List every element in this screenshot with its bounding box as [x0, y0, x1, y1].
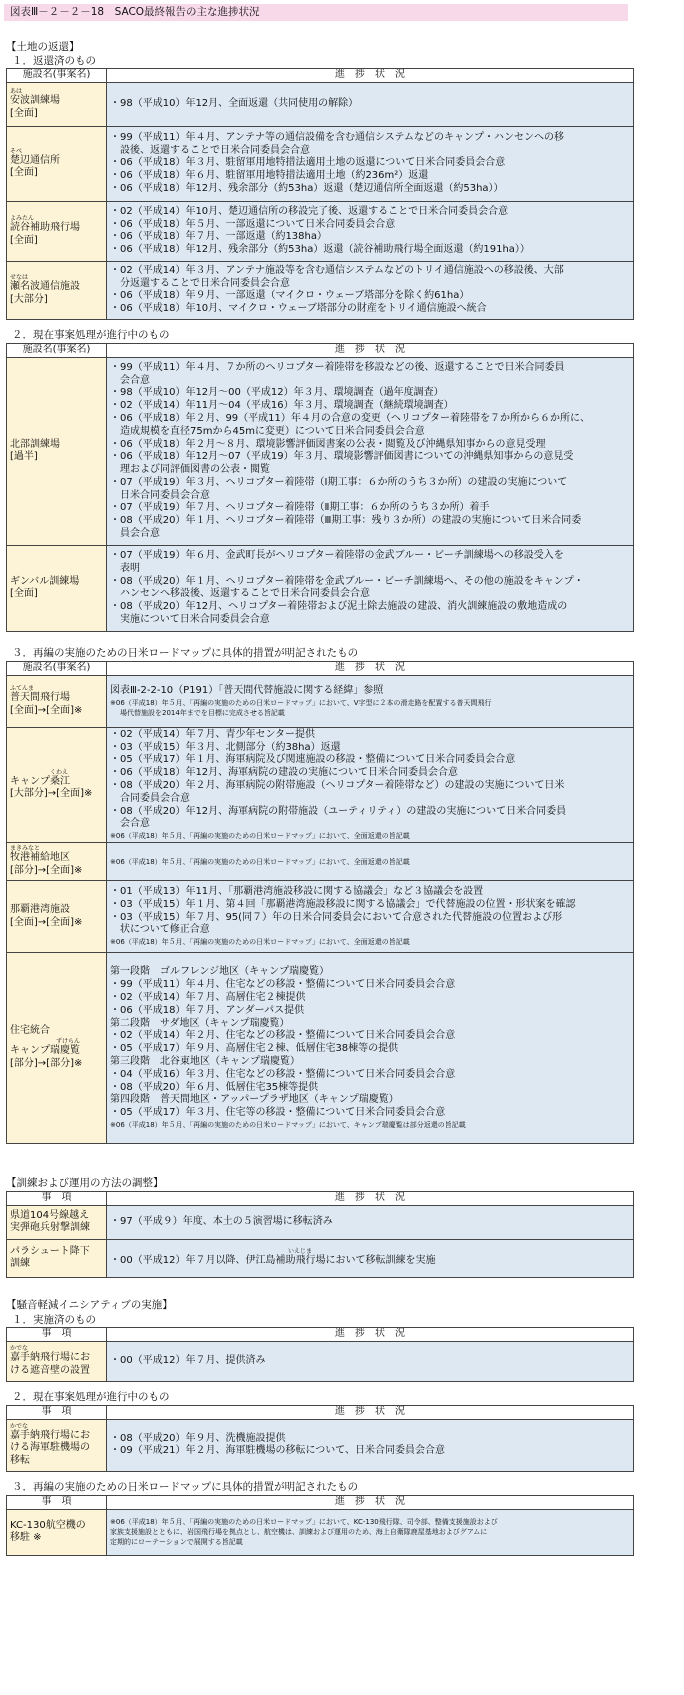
progress-cell: ・02（平成14）年10月、楚辺通信所の移設完了後、返還することで日米合同委員会合意 ・06（平成18）年５月、一部返還について日米合同委員会合意 ・06（平成18）年７月、一部返還（約138ha） ・06（平成18）年12月、残余部分（約53ha）返還（読谷補助飛行場全面返還（約191ha））: [107, 201, 634, 261]
progress-cell: いえじま ・00（平成12）年７月以降、伊江島補助飛行場において移転訓練を実施: [107, 1239, 634, 1277]
facility-cell: せなは 瀬名波通信施設 [大部分]: [7, 261, 107, 319]
col-header-facility: 施設名(事案名): [7, 344, 107, 358]
table-noise-in-progress: [6, 1405, 634, 1472]
facility-cell: くわえ キャンプ桑江 [大部分]→[全面]※: [7, 727, 107, 842]
progress-cell: ・07（平成19）年６月、金武町長がヘリコプター着陸帯の金武ブルー・ビーチ訓練場への移設受入を 表明 ・08（平成20）年１月、ヘリコプター着陸帯を金武ブルー・ビーチ訓練場へ、その他の施設をキャンプ・ ハンセンへ移設後、返還することで日米合同委員会合意 ・08（平成20）年12月、ヘリコプター着陸帯および泥土除去施設の建設、消火訓練施設の敷地造成の 実施について日米合同委員会合意: [107, 545, 634, 631]
col-header-progress: 進 捗 状 況: [107, 1192, 634, 1206]
table-land-returned: [6, 68, 634, 320]
col-header-facility: 施設名(事案名): [7, 662, 107, 676]
col-header-progress: 進 捗 状 況: [107, 1406, 634, 1420]
progress-cell: ※06（平成18）年５月、「再編の実施のための日米ロードマップ」において、KC-130飛行隊、司令部、整備支援施設および 家族支援施設とともに、岩国飛行場を拠点とし、航空機は、訓練および運用のため、海上自衛隊鹿屋基地およびグアムに 定期的にローテーションで展開する旨記載: [107, 1509, 634, 1555]
progress-cell: ・99（平成11）年４月、７か所のヘリコプター着陸帯を移設などの後、返還することで日米合同委員 会合意 ・98（平成10）年12月〜00（平成12）年３月、環境調査（過年度調査） ・02（平成14）年11月〜04（平成16）年３月、環境調査（継続環境調査） ・06（平成18）年２月、99（平成11）年４月の合意の変更（ヘリコプター着陸帯を７か所から６か所に、 造成規模を直径75mから45mに変更）について日米合同委員会合意 ・06（平成18）年２月〜８月、環境影響評価図書案の公表・閲覧及び沖縄県知事からの意見受理 ・06（平成18）年12月〜07（平成19）年３月、環境影響評価図書についての沖縄県知事からの意見受 理および同評価図書の公表・閲覧 ・07（平成19）年３月、ヘリコプター着陸帯（Ⅰ期工事：６か所のうち３か所）の建設の実施について 日米合同委員会合意 ・07（平成19）年７月、ヘリコプター着陸帯（Ⅱ期工事：６か所のうち３か所）着手 ・08（平成20）年１月、ヘリコプター着陸帯（Ⅲ期工事：残り３か所）の建設の実施について日米合同委 員会合意: [107, 357, 634, 545]
progress-cell: 図表Ⅲ-2-2-10（P191）「普天間代替施設に関する経緯」参照 ※06（平成18）年５月、「再編の実施のための日米ロードマップ」において、V字型に２本の滑走路を配置する普天間飛行 場代替施設を2014年までを目標に完成させる旨記載: [107, 675, 634, 727]
progress-cell: 第一段階 ゴルフレンジ地区（キャンプ瑞慶覧） ・99（平成11）年４月、住宅などの移設・整備について日米合同委員会合意 ・02（平成14）年７月、高層住宅２棟提供 ・06（平成18）年７月、アンダーパス提供 第二段階 サダ地区（キャンプ瑞慶覧） ・02（平成14）年２月、住宅などの移設・整備について日米合同委員会合意 ・05（平成17）年９月、高層住宅２棟、低層住宅38棟等の提供 第三段階 北谷東地区（キャンプ瑞慶覧） ・04（平成16）年３月、住宅などの移設・整備について日米合同委員会合意 ・08（平成20）年６月、低層住宅35棟等提供 第四段階 普天間地区・アッパープラザ地区（キャンプ瑞慶覧） ・05（平成17）年３月、住宅等の移設・整備について日米合同委員会合意 ※06（平成18）年５月、「再編の実施のための日米ロードマップ」において、キャンプ瑞慶覧は部分返還の旨記載: [107, 953, 634, 1144]
col-header-item: 事 項: [7, 1328, 107, 1342]
training-heading: 【訓練および運用の方法の調整】: [6, 1177, 164, 1189]
noise-sub3: ３．再編の実施のための日米ロードマップに具体的措置が明記されたもの: [12, 1481, 359, 1493]
col-header-facility: 施設名(事案名): [7, 69, 107, 83]
progress-cell: ・99（平成11）年４月、アンテナ等の通信設備を含む通信システムなどのキャンプ・ハンセンへの移 設後、返還することで日米合同委員会合意 ・06（平成18）年３月、駐留軍用地特措法適用土地の返還について日米合同委員会合意 ・06（平成18）年６月、駐留軍用地特措法適用土地（約236m²）返還 ・06（平成18）年12月、残余部分（約53ha）返還（楚辺通信所全面返還（約53ha））: [107, 126, 634, 201]
item-cell: 県道104号線越え 実弾砲兵射撃訓練: [7, 1205, 107, 1239]
land-sub1: １．返還済のもの: [12, 55, 96, 67]
item-cell: かでな 嘉手納飛行場にお ける海軍駐機場の 移転: [7, 1419, 107, 1471]
progress-cell: ・02（平成14）年３月、アンテナ施設等を含む通信システムなどのトリイ通信施設への移設後、大部 分返還することで日米合同委員会合意 ・06（平成18）年９月、一部返還（マイクロ・ウェーブ塔部分を除く約61ha） ・06（平成18）年10月、マイクロ・ウェーブ塔部分の財産をトリイ通信施設へ統合: [107, 261, 634, 319]
table-training: [6, 1191, 634, 1278]
facility-cell: そべ 楚辺通信所 [全面]: [7, 126, 107, 201]
facility-cell: ふてんま 普天間飛行場 [全面]→[全面]※: [7, 675, 107, 727]
progress-cell: ・01（平成13）年11月、「那覇港湾施設移設に関する協議会」など３協議会を設置 ・03（平成15）年１月、第４回「那覇港湾施設移設に関する協議会」で代替施設の位置・形状案を確認 ・03（平成15）年７月、95(同７）年の日米合同委員会において合意された代替施設の位置および形 状について修正合意 ※06（平成18）年５月、「再編の実施のための日米ロードマップ」において、全面返還の旨記載: [107, 881, 634, 953]
facility-cell: 那覇港湾施設 [全面]→[全面]※: [7, 881, 107, 953]
col-header-progress: 進 捗 状 況: [107, 344, 634, 358]
facility-cell: 住宅統合 ずけらん キャンプ瑞慶覧 [部分]→[部分]※: [7, 953, 107, 1144]
progress-cell: ※06（平成18）年５月、「再編の実施のための日米ロードマップ」において、全面返還の旨記載: [107, 843, 634, 881]
col-header-item: 事 項: [7, 1406, 107, 1420]
facility-cell: まきみなと 牧港補給地区 [部分]→[全面]※: [7, 843, 107, 881]
noise-sub2: ２．現在事案処理が進行中のもの: [12, 1391, 170, 1403]
noise-heading: 【騒音軽減イニシアティブの実施】: [6, 1299, 173, 1311]
progress-cell: ・98（平成10）年12月、全面返還（共同使用の解除）: [107, 82, 634, 126]
facility-cell: あは 安波訓練場 [全面]: [7, 82, 107, 126]
col-header-progress: 進 捗 状 況: [107, 69, 634, 83]
table-noise-roadmap: [6, 1495, 634, 1556]
col-header-progress: 進 捗 状 況: [107, 662, 634, 676]
facility-cell: 北部訓練場 [過半]: [7, 357, 107, 545]
col-header-item: 事 項: [7, 1192, 107, 1206]
progress-cell: ・02（平成14）年７月、青少年センター提供 ・03（平成15）年３月、北側部分（約38ha）返還 ・05（平成17）年１月、海軍病院及び関連施設の移設・整備について日米合同委員会合意 ・06（平成18）年12月、海軍病院の建設の実施について日米合同委員会合意 ・08（平成20）年２月、海軍病院の附帯施設（ヘリコプター着陸帯など）の建設の実施について日米 合同委員会合意 ・08（平成20）年12月、海軍病院の附帯施設（ユーティリティ）の建設の実施について日米合同委員 会合意 ※06（平成18）年５月、「再編の実施のための日米ロードマップ」において、全面返還の旨記載: [107, 727, 634, 842]
col-header-progress: 進 捗 状 況: [107, 1328, 634, 1342]
progress-cell: ・00（平成12）年７月、提供済み: [107, 1341, 634, 1381]
land-sub2: ２．現在事案処理が進行中のもの: [12, 329, 170, 341]
facility-cell: よみたん 読谷補助飛行場 [全面]: [7, 201, 107, 261]
land-heading: 【土地の返還】: [6, 41, 80, 53]
progress-cell: ・97（平成９）年度、本土の５演習場に移転済み: [107, 1205, 634, 1239]
table-land-in-progress: [6, 343, 634, 632]
item-cell: かでな 嘉手納飛行場にお ける遮音壁の設置: [7, 1341, 107, 1381]
progress-cell: ・08（平成20）年９月、洗機施設提供 ・09（平成21）年２月、海軍駐機場の移転について、日米合同委員会合意: [107, 1419, 634, 1471]
item-cell: KC-130航空機の 移駐 ※: [7, 1509, 107, 1555]
table-land-roadmap: [6, 661, 634, 1144]
item-cell: パラシュート降下 訓練: [7, 1239, 107, 1277]
noise-sub1: １．実施済のもの: [12, 1314, 96, 1326]
table-noise-done: [6, 1327, 634, 1382]
col-header-progress: 進 捗 状 況: [107, 1496, 634, 1510]
land-sub3: ３．再編の実施のための日米ロードマップに具体的措置が明記されたもの: [12, 647, 359, 659]
figure-title: 図表Ⅲ－２－２－18 SACO最終報告の主な進捗状況: [4, 4, 628, 21]
facility-cell: ギンバル訓練場 [全面]: [7, 545, 107, 631]
col-header-item: 事 項: [7, 1496, 107, 1510]
